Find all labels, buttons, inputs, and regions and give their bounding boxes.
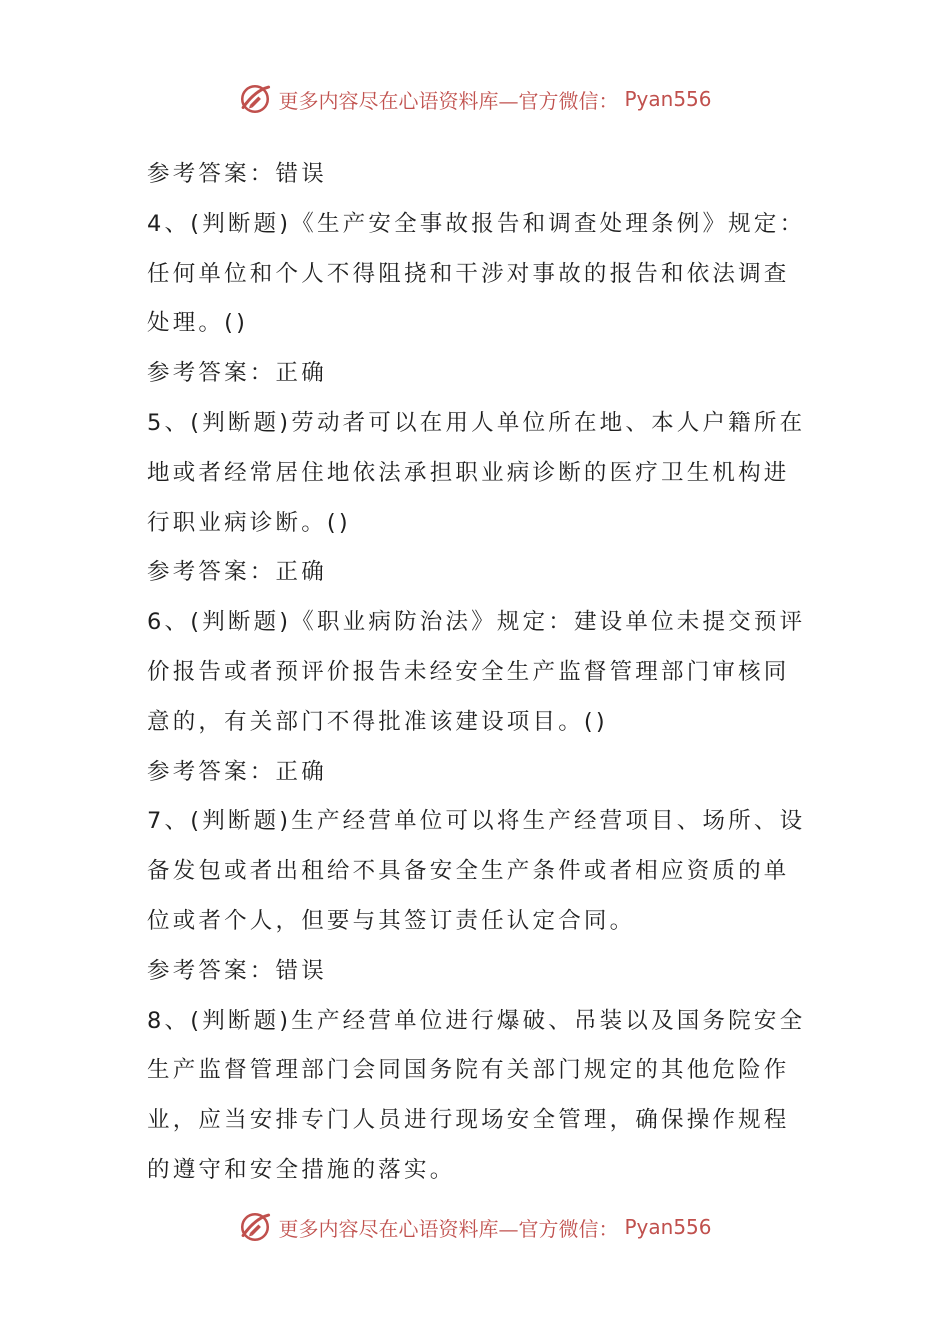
document-body xyxy=(147,150,807,1196)
question-line: 6、(判断题)《职业病防治法》规定：建设单位未提交预评 xyxy=(147,609,806,636)
footer-banner xyxy=(0,1210,950,1244)
question-line: 8、(判断题)生产经营单位进行爆破、吊装以及国务院安全 xyxy=(147,1007,806,1034)
question-line: 价报告或者预评价报告未经安全生产监督管理部门审核同 xyxy=(147,658,790,685)
answer-line: 参考答案：正确 xyxy=(147,360,327,387)
header-wechat-id: Pyan556 xyxy=(624,87,712,111)
question-line: 备发包或者出租给不具备安全生产条件或者相应资质的单 xyxy=(147,858,790,885)
question-line: 的遵守和安全措施的落实。 xyxy=(147,1156,456,1183)
question-line: 处理。() xyxy=(147,310,249,337)
footer-banner-text: 更多内容尽在心语资料库—官方微信： xyxy=(278,1216,619,1241)
question-line: 任何单位和个人不得阻挠和干涉对事故的报告和依法调查 xyxy=(147,260,790,287)
question-line: 行职业病诊断。() xyxy=(147,509,351,536)
question-line: 位或者个人，但要与其签订责任认定合同。 xyxy=(147,907,636,934)
pen-logo-icon xyxy=(238,82,272,116)
header-banner-text: 更多内容尽在心语资料库—官方微信： xyxy=(278,88,619,113)
answer-line: 参考答案：错误 xyxy=(147,957,327,984)
footer-wechat-id: Pyan556 xyxy=(624,1215,712,1239)
question-line: 5、(判断题)劳动者可以在用人单位所在地、本人户籍所在 xyxy=(147,409,806,436)
header-banner xyxy=(0,82,950,116)
question-line: 7、(判断题)生产经营单位可以将生产经营项目、场所、设 xyxy=(147,808,806,835)
question-line: 地或者经常居住地依法承担职业病诊断的医疗卫生机构进 xyxy=(147,459,790,486)
question-line: 生产监督管理部门会同国务院有关部门规定的其他危险作 xyxy=(147,1057,790,1084)
question-line: 意的，有关部门不得批准该建设项目。() xyxy=(147,708,608,735)
answer-line: 参考答案：正确 xyxy=(147,758,327,785)
pen-logo-icon xyxy=(238,1210,272,1244)
question-line: 业，应当安排专门人员进行现场安全管理，确保操作规程 xyxy=(147,1107,790,1134)
answer-line: 参考答案：错误 xyxy=(147,161,327,187)
question-line: 4、(判断题)《生产安全事故报告和调查处理条例》规定： xyxy=(147,210,806,237)
answer-line: 参考答案：正确 xyxy=(147,559,327,586)
